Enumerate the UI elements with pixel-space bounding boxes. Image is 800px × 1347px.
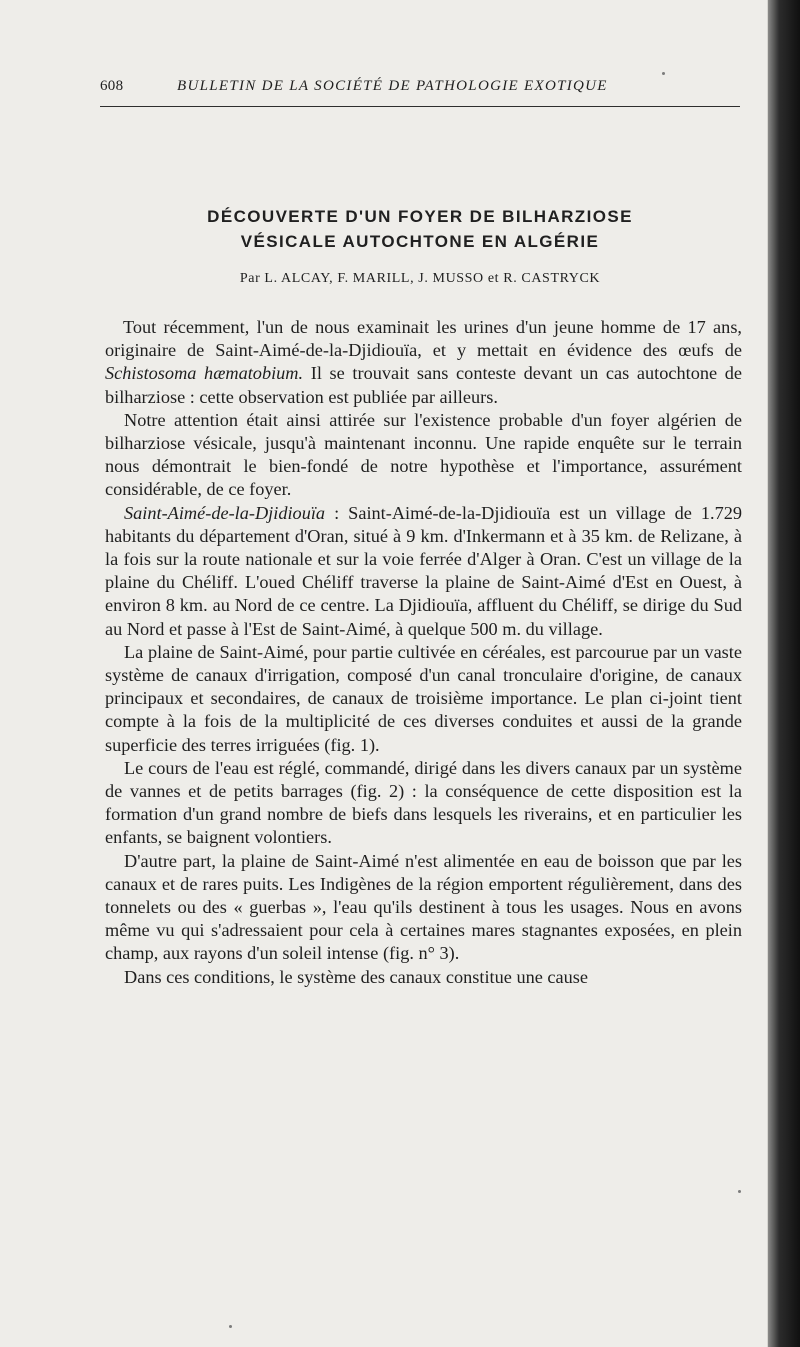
paper-speck: [662, 72, 665, 75]
article-title-line-1: DÉCOUVERTE D'UN FOYER DE BILHARZIOSE: [207, 207, 633, 226]
article-title: [100, 204, 740, 254]
article-title-line-2: VÉSICALE AUTOCHTONE EN ALGÉRIE: [240, 232, 600, 251]
paragraph-4: La plaine de Saint-Aimé, pour partie cultivée en céréales, est parcourue par un vaste système de canaux d'irrigation, composé d'un canal tronculaire d'origine, de canaux principaux et secondaires, de canaux de troisième importance. Le plan ci-joint tient compte à la fois de la multiplicité de ces diverses conduites et aussi de la grande superficie des terres irriguées (fig. 1).: [105, 641, 742, 755]
paragraph-3: [105, 502, 742, 641]
species-name: Schistosoma hæmatobium.: [105, 363, 304, 384]
paper-speck: [229, 1325, 232, 1328]
paragraph-3-text: : Saint-Aimé-de-la-Djidiouïa est un village de 1.729 habitants du département d'Oran, situé à 9 km. d'Inkermann et à 35 km. de Relizane, à la fois sur la route nationale et sur la voie ferrée d'Alger à Oran. C'est un village de la plaine du Chéliff. L'oued Chéliff traverse la plaine de Saint-Aimé d'Est en Ouest, à environ 8 km. au Nord de ce centre. La Djidiouïa, affluent du Chéliff, se dirige du Sud au Nord et passe à l'Est de Saint-Aimé, à quelque 500 m. du village.: [105, 502, 742, 639]
article-body: [105, 316, 742, 989]
paragraph-6: D'autre part, la plaine de Saint-Aimé n'est alimentée en eau de boisson que par les canaux et de rares puits. Les Indigènes de la région emportent régulièrement, dans des tonnelets ou des « guerbas », l'eau qu'ils destinent à tous les usages. Nous en avons même vu qui s'adressaient pour cela à certaines mares stagnantes exposées, en plein champ, aux rayons d'un soleil intense (fig. n° 3).: [105, 850, 742, 964]
paragraph-7: Dans ces conditions, le système des canaux constitue une cause: [124, 966, 589, 987]
header-rule: [100, 106, 740, 107]
paragraph-1-text-a: Tout récemment, l'un de nous examinait les urines d'un jeune homme de 17 ans, originaire de Saint-Aimé-de-la-Djidiouïa, et y mettait en évidence des œufs de: [105, 317, 742, 361]
running-title: BULLETIN DE LA SOCIÉTÉ DE PATHOLOGIE EXOTIQUE: [177, 78, 608, 94]
running-header: [100, 78, 744, 104]
paper-speck: [738, 1190, 741, 1193]
paragraph-1-text-b: Il se trouvait sans conteste devant un cas autochtone de bilharziose : cette observation est publiée par ailleurs.: [105, 363, 742, 407]
scan-edge: [768, 0, 800, 1347]
article-authors: Par L. ALCAY, F. MARILL, J. MUSSO et R. CASTRYCK: [239, 271, 601, 286]
paragraph-2: Notre attention était ainsi attirée sur l'existence probable d'un foyer algérien de bilharziose vésicale, jusqu'à maintenant inconnu. Une rapide enquête sur le terrain nous démontrait le bien-fondé de notre hypothèse et l'importance, assurément considérable, de ce foyer.: [105, 409, 742, 500]
paragraph-1: [105, 316, 742, 409]
paragraph-5: Le cours de l'eau est réglé, commandé, dirigé dans les divers canaux par un système de vannes et de petits barrages (fig. 2) : la conséquence de cette disposition est la formation d'un grand nombre de biefs dans lesquels les riverains, et en particulier les enfants, se baignent volontiers.: [105, 757, 742, 848]
section-lead: Saint-Aimé-de-la-Djidiouïa: [124, 502, 326, 523]
page-number: 608: [100, 78, 124, 94]
